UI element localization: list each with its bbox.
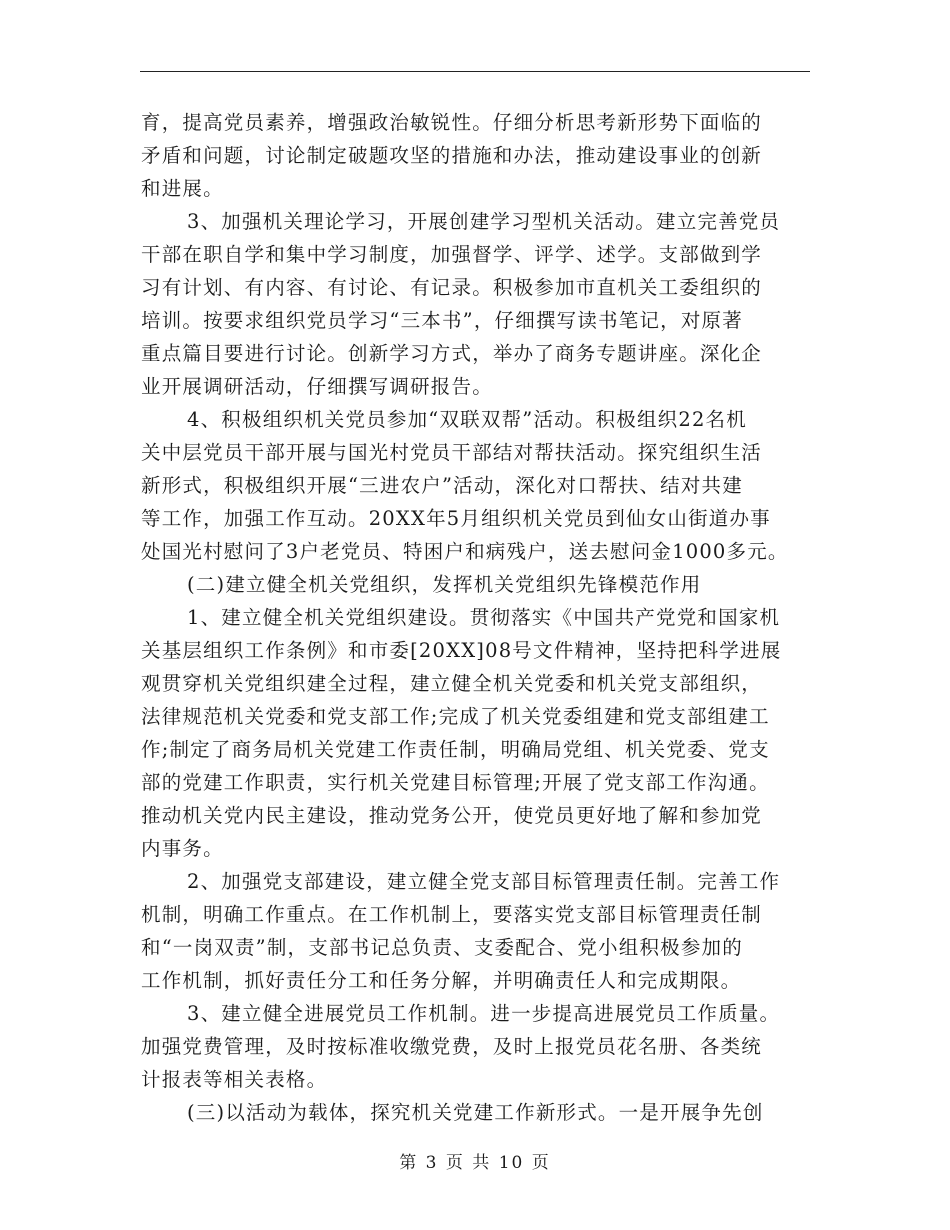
page-number-footer: 第 3 页 共 10 页 <box>399 1153 551 1173</box>
text-line: 部的党建工作职责，实行机关党建目标管理;开展了党支部工作沟通。 <box>141 771 770 794</box>
text-line: 重点篇目要进行讨论。创新学习方式，举办了商务专题讲座。深化企 <box>141 342 763 365</box>
text-line: 观贯穿机关党组织建全过程，建立健全机关党委和机关党支部组织， <box>141 672 763 695</box>
text-line: 3、加强机关理论学习，开展创建学习型机关活动。建立完善党员 <box>187 210 781 233</box>
text-line: 新形式，积极组织开展“三进农户”活动，深化对口帮扶、结对共建 <box>141 474 743 497</box>
text-line: 内事务。 <box>141 837 224 860</box>
header-rule <box>140 71 810 72</box>
document-body <box>141 106 809 1129</box>
text-line: 和“一岗双责”制，支部书记总负责、支委配合、党小组积极参加的 <box>141 936 743 959</box>
text-line: 等工作，加强工作互动。20XX年5月组织机关党员到仙女山街道办事 <box>141 507 771 530</box>
text-line: 习有计划、有内容、有讨论、有记录。积极参加市直机关工委组织的 <box>141 276 763 299</box>
text-line: 业开展调研活动，仔细撰写调研报告。 <box>141 375 493 398</box>
text-line: (三)以活动为载体，探究机关党建工作新形式。一是开展争先创 <box>187 1101 764 1124</box>
text-line: 育，提高党员素养，增强政治敏锐性。仔细分析思考新形势下面临的 <box>141 111 763 134</box>
text-line: 机制，明确工作重点。在工作机制上，要落实党支部目标管理责任制 <box>141 903 763 926</box>
text-line: 3、建立健全进展党员工作机制。进一步提高进展党员工作质量。 <box>187 1002 781 1025</box>
text-line: 干部在职自学和集中学习制度，加强督学、评学、述学。支部做到学 <box>141 243 763 266</box>
text-line: 工作机制，抓好责任分工和任务分解，并明确责任人和完成期限。 <box>141 969 742 992</box>
text-line: 作;制定了商务局机关党建工作责任制，明确局党组、机关党委、党支 <box>141 738 770 761</box>
text-line: 加强党费管理，及时按标准收缴党费，及时上报党员花名册、各类统 <box>141 1035 763 1058</box>
text-line: 1、建立健全机关党组织建设。贯彻落实《中国共产党党和国家机 <box>187 606 781 629</box>
text-line: 和进展。 <box>141 177 224 200</box>
text-line: 4、积极组织机关党员参加“双联双帮”活动。积极组织22名机 <box>187 408 747 431</box>
text-line: 计报表等相关表格。 <box>141 1068 328 1091</box>
text-line: (二)建立健全机关党组织，发挥机关党组织先锋模范作用 <box>187 573 702 596</box>
text-line: 矛盾和问题，讨论制定破题攻坚的措施和办法，推动建设事业的创新 <box>141 144 763 167</box>
text-line: 推动机关党内民主建设，推动党务公开，使党员更好地了解和参加党 <box>141 804 763 827</box>
text-line: 法律规范机关党委和党支部工作;完成了机关党委组建和党支部组建工 <box>141 705 770 728</box>
text-line: 处国光村慰问了3户老党员、特困户和病残户，送去慰问金1000多元。 <box>141 540 789 563</box>
text-line: 培训。按要求组织党员学习“三本书”，仔细撰写读书笔记，对原著 <box>141 309 743 332</box>
text-line: 关中层党员干部开展与国光村党员干部结对帮扶活动。探究组织生活 <box>141 441 763 464</box>
text-line: 2、加强党支部建设，建立健全党支部目标管理责任制。完善工作 <box>187 870 781 893</box>
text-line: 关基层组织工作条例》和市委[20XX]08号文件精神，坚持把科学进展 <box>141 639 782 662</box>
